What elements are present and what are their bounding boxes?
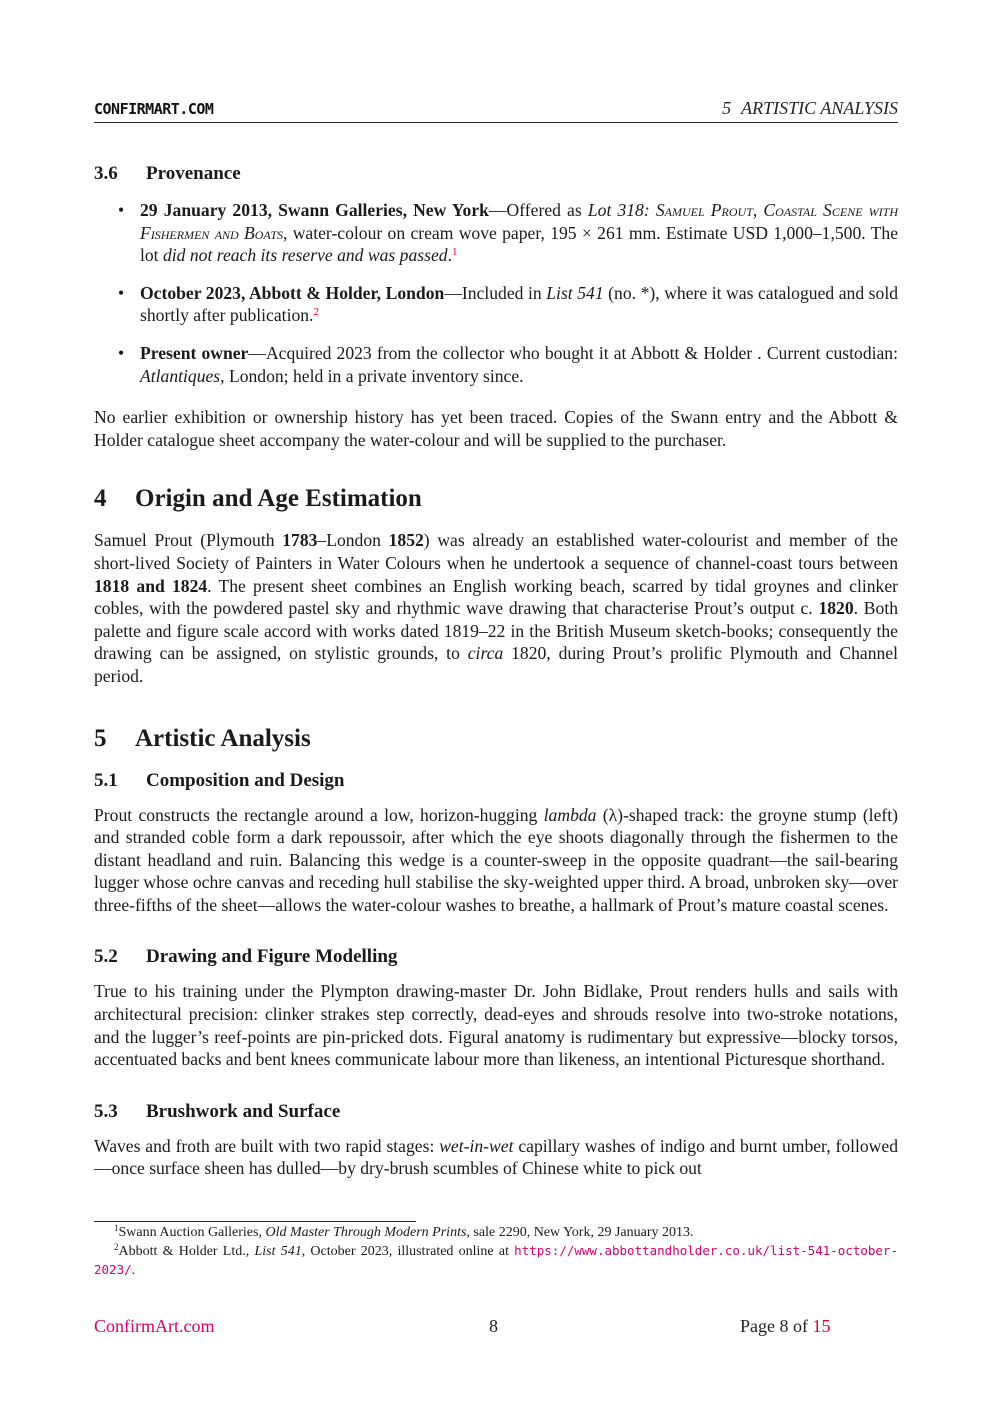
provenance-emphasis: Atlantiques [140,365,221,386]
confirmart-logo: CONFIRMART.COM [94,100,214,118]
provenance-text: . [447,245,452,266]
heading-number: 5.3 [94,1100,118,1122]
provenance-text: —Offered as [488,200,588,220]
heading-origin-age [94,483,898,515]
footnote-ref-1[interactable]: 1 [451,246,458,259]
provenance-lead: October 2023, Abbott & Holder, London [140,282,445,303]
brushwork-paragraph: Waves and froth are built with two rapid stages: wet-in-wet capillary washes of indigo and burnt umber, followed—once surface sheen has dulled—by dry-brush scumbles of Chinese white to pick out [94,1135,898,1179]
body-content [94,160,898,1180]
heading-number: 5 [94,724,107,752]
heading-number: 5.2 [94,946,118,968]
provenance-text: , water-colour on cream wove paper, 195 × 261 mm. Estimate USD 1,000–1,500. The lot [140,222,899,266]
heading-text: Drawing and Figure Modelling [146,946,398,968]
heading-text: Origin and Age Estimation [135,485,422,513]
provenance-text: —Acquired 2023 from the collector who bought it at Abbott & Holder . Current custodian: [248,342,898,363]
provenance-list [94,199,898,387]
heading-brushwork [94,1098,898,1126]
provenance-item [94,282,898,327]
lot-title: Lot 318: [587,200,656,220]
heading-text: Provenance [146,163,241,184]
provenance-text: (no. *), where it was catalogued and sold shortly after publication. [140,282,899,326]
heading-text: Artistic Analysis [135,724,311,752]
provenance-emphasis: did not reach its reserve and was passed [162,245,448,266]
bullet: • [118,200,125,220]
footer-page-number: 8 [489,1316,498,1336]
provenance-item [94,199,898,267]
composition-paragraph: Prout constructs the rectangle around a low, horizon-hugging lambda (λ)-shaped track: the groyne stump (left) and stranded coble form a dark repoussoir, after which the eye shoots diagonally through the fishermen to the distant headland and ruin. Balancing this wedge is a counter-sweep in the opposite quadrant—the sail-bearing lugger whose ochre canvas and receding hull stabilise the sky-weighted upper third. A broad, unbroken sky—over three-fifths of the sheet—allows the water-colour washes to breathe, a hallmark of Prout’s mature coastal scenes. [94,804,898,915]
provenance-emphasis: List 541 [546,282,604,303]
running-section-label: ARTISTIC ANALYSIS [741,98,898,118]
footnote-1: $^1$Swann Auction Galleries, Old Master Through Modern Prints, sale 2290, New York, 29 January 2013. [114,1223,694,1240]
total-pages-link[interactable]: 15 [812,1316,831,1336]
heading-provenance [94,160,898,188]
heading-drawing [94,943,898,971]
footer-page-count: Page 8 of 15 [740,1316,831,1336]
running-section-number: 5 [722,98,732,118]
bullet: • [118,282,125,303]
provenance-text: , London; held in a private inventory since. [220,365,524,386]
running-section-title [722,98,898,119]
footnote-2: $^2$Abbott & Holder Ltd., List 541, October 2023, illustrated online at https://www.abbottandholder.co.uk/list-541-october-2023/. [94,1242,898,1278]
footer-site-link[interactable]: ConfirmArt.com [94,1316,215,1336]
heading-composition [94,767,898,795]
drawing-paragraph: True to his training under the Plympton drawing-master Dr. John Bidlake, Prout renders hulls and sails with architectural precision: clinker strakes step correctly, dead-eyes and shrouds resolve into two-stroke notations, and the lugger’s reef-points are pin-pricked dots. Figural anatomy is rudimentary but expressive—blocky torsos, accentuated backs and bent knees communicate labour more than likeness, an intentional Picturesque shorthand. [94,981,898,1070]
heading-number: 5.1 [94,769,118,791]
lot-title-smallcaps: Samuel Prout, Coastal Scene with Fishermen and Boats [140,200,898,243]
footnote-url-link[interactable]: https://www.abbottandholder.co.uk/list-541-october-2023/ [94,1243,898,1277]
heading-number: 4 [94,485,107,513]
running-header [94,98,898,123]
bullet: • [118,342,125,363]
footnotes [94,1224,898,1280]
heading-text: Brushwork and Surface [146,1100,341,1122]
provenance-lead: 29 January 2013, Swann Galleries, New York [140,200,489,220]
heading-text: Composition and Design [146,769,345,791]
heading-number: 3.6 [94,163,118,184]
origin-paragraph: Samuel Prout (Plymouth 1783–London 1852) was already an established water-colourist and member of the short-lived Society of Painters in Water Colours when he undertook a sequence of channel-coast tours between 1818 and 1824. The present sheet combines an English working beach, scarred by tidal groynes and clinker cobles, with the powdered pastel sky and rhythmic wave drawing that characterise Prout’s output c. 1820. Both palette and figure scale accord with works dated 1819–22 in the British Museum sketch-books; consequently the drawing can be assigned, on stylistic grounds, to circa 1820, during Prout’s prolific Plymouth and Channel period. [94,530,898,686]
provenance-lead: Present owner [140,342,249,363]
footnote-ref-2[interactable]: 2 [313,306,319,319]
provenance-item [94,342,898,387]
provenance-text: —Included in [444,282,547,303]
heading-artistic-analysis [94,723,898,755]
footnote-rule [94,1221,416,1222]
provenance-closing-paragraph: No earlier exhibition or ownership history has yet been traced. Copies of the Swann entry and the Abbott & Holder catalogue sheet accompany the water-colour and will be supplied to the purchaser. [94,407,898,450]
